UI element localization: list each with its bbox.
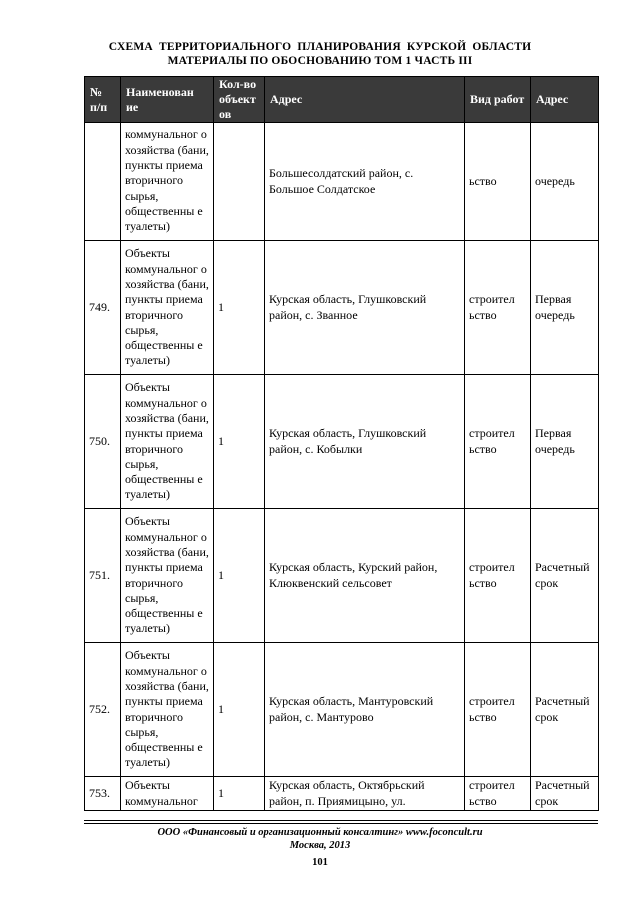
cell-address: Курская область, Мантуровский район, с. Мантурово [265, 643, 465, 777]
cell-num: 750. [85, 375, 121, 509]
page-number: 101 [312, 857, 328, 868]
cell-name: Объекты коммунальног о хозяйства (бани, пункты приема вторичного сырья, общественны е туалеты) [121, 643, 214, 777]
cell-address: Курская область, Октябрьский район, п. Приямицыно, ул. [265, 777, 465, 811]
cell-name: коммунальног о хозяйства (бани, пункты приема вторичного сырья, общественны е туалеты) [121, 123, 214, 241]
table-row [85, 375, 599, 509]
header-subtitle: МАТЕРИАЛЫ ПО ОБОСНОВАНИЮ ТОМ 1 ЧАСТЬ III [167, 55, 473, 67]
cell-count [214, 123, 265, 241]
cell-work: ьство [465, 123, 531, 241]
col-header-count: Кол-во объект ов [214, 77, 265, 123]
col-header-name: Наименован ие [121, 77, 214, 123]
table-row-continuation [85, 123, 599, 241]
objects-table [84, 76, 599, 811]
table-row [85, 777, 599, 811]
cell-name: Объекты коммунальног о хозяйства (бани, пункты приема вторичного сырья, общественны е туалеты) [121, 375, 214, 509]
cell-count: 1 [214, 777, 265, 811]
table-row [85, 241, 599, 375]
cell-name: Объекты коммунальног о хозяйства (бани, пункты приема вторичного сырья, общественны е туалеты) [121, 241, 214, 375]
table-row [85, 643, 599, 777]
page-footer [0, 826, 640, 852]
cell-count: 1 [214, 509, 265, 643]
footer-city: Москва, 2013 [289, 840, 351, 851]
cell-work: строител ьство [465, 643, 531, 777]
col-header-phase: Адрес [531, 77, 599, 123]
cell-work: строител ьство [465, 777, 531, 811]
cell-count: 1 [214, 241, 265, 375]
cell-count: 1 [214, 375, 265, 509]
cell-phase: Первая очередь [531, 241, 599, 375]
cell-work: строител ьство [465, 241, 531, 375]
header-title: СХЕМА ТЕРРИТОРИАЛЬНОГО ПЛАНИРОВАНИЯ КУРСКОЙ ОБЛАСТИ [108, 41, 532, 53]
cell-num [85, 123, 121, 241]
cell-work: строител ьство [465, 509, 531, 643]
cell-count: 1 [214, 643, 265, 777]
footer-company: ООО «Финансовый и организационный консалтинг» www.foconcult.ru [157, 827, 483, 838]
cell-phase: очередь [531, 123, 599, 241]
table-header-row [85, 77, 599, 123]
cell-address: Курская область, Курский район, Клюквенский сельсовет [265, 509, 465, 643]
cell-num: 749. [85, 241, 121, 375]
cell-work: строител ьство [465, 375, 531, 509]
cell-num: 752. [85, 643, 121, 777]
cell-phase: Первая очередь [531, 375, 599, 509]
col-header-work: Вид работ [465, 77, 531, 123]
col-header-num: № п/п [85, 77, 121, 123]
cell-name: Объекты коммунальног [121, 777, 214, 811]
cell-name: Объекты коммунальног о хозяйства (бани, пункты приема вторичного сырья, общественны е туалеты) [121, 509, 214, 643]
table-row [85, 509, 599, 643]
col-header-address: Адрес [265, 77, 465, 123]
cell-num: 753. [85, 777, 121, 811]
cell-address: Курская область, Глушковский район, с. Званное [265, 241, 465, 375]
footer-divider [84, 820, 598, 821]
cell-num: 751. [85, 509, 121, 643]
cell-address: Большесолдатский район, с. Большое Солдатское [265, 123, 465, 241]
cell-phase: Расчетный срок [531, 643, 599, 777]
page-header [0, 40, 640, 68]
cell-phase: Расчетный срок [531, 777, 599, 811]
cell-phase: Расчетный срок [531, 509, 599, 643]
cell-address: Курская область, Глушковский район, с. Кобылки [265, 375, 465, 509]
footer-divider-second [84, 823, 598, 824]
